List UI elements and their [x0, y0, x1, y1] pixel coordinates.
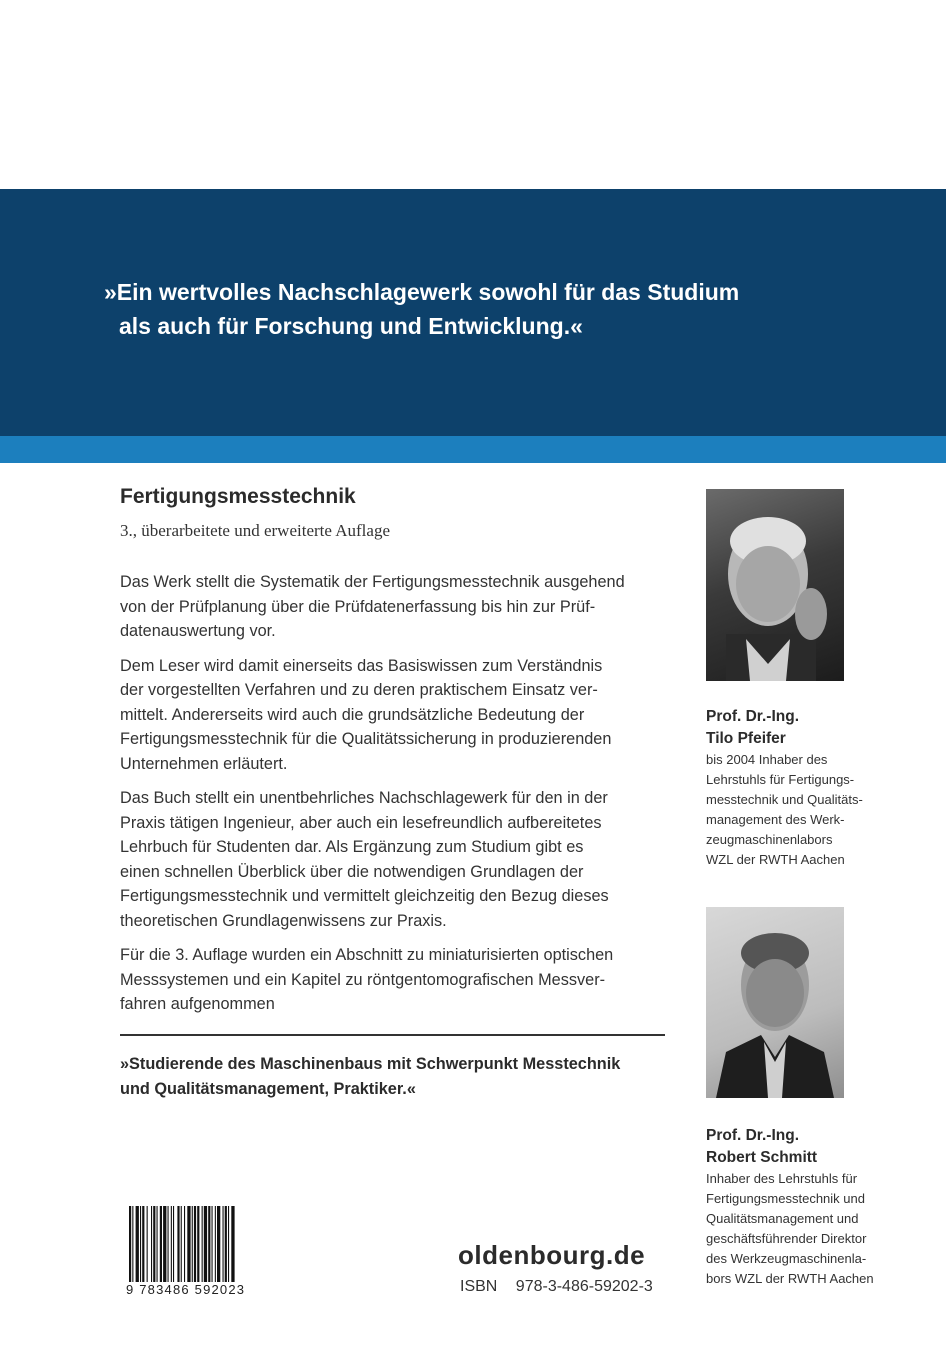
author-bio-line: Fertigungsmesstechnik und	[706, 1191, 865, 1206]
author-bio-line: Inhaber des Lehrstuhls für	[706, 1171, 858, 1186]
header-quote	[104, 275, 864, 343]
author-info-pfeifer	[706, 706, 936, 870]
author-bio-line: bis 2004 Inhaber des	[706, 752, 828, 767]
description-line: Lehrbuch für Studenten dar. Als Ergänzung zum Studium gibt es	[120, 838, 584, 856]
book-edition: 3., überarbeitete und erweiterte Auflage	[120, 521, 390, 540]
description-paragraph	[120, 570, 680, 644]
author-bio-line: zeugmaschinenlabors	[706, 832, 833, 847]
description-line: Dem Leser wird damit einerseits das Basiswissen zum Verständnis	[120, 656, 603, 675]
author-bio-line: Qualitätsmanagement und	[706, 1211, 859, 1226]
author-title: Prof. Dr.-Ing.	[706, 708, 799, 725]
publisher-website: oldenbourg.de	[458, 1240, 646, 1270]
author-bio-line: WZL der RWTH Aachen	[706, 852, 845, 867]
header-quote-line: als auch für Forschung und Entwicklung.«	[119, 313, 583, 339]
description-line: datenauswertung vor.	[120, 622, 276, 640]
description-paragraph	[120, 786, 680, 933]
author-photo-schmitt	[706, 907, 844, 1098]
author-name: Robert Schmitt	[706, 1149, 818, 1166]
book-description	[120, 570, 680, 1027]
description-line: Das Werk stellt die Systematik der Fertigungsmesstechnik ausgehend	[120, 573, 625, 591]
author-name: Tilo Pfeifer	[706, 730, 786, 747]
audience-quote	[120, 1052, 680, 1102]
description-line: fahren aufgenommen	[120, 995, 275, 1013]
isbn-value: 978-3-486-59202-3	[515, 1278, 653, 1295]
description-line: Messsystemen und ein Kapitel zu röntgentomografischen Messver-	[120, 970, 606, 989]
header-quote-line: »Ein wertvolles Nachschlagewerk sowohl für das Studium	[104, 279, 740, 305]
isbn-line	[460, 1278, 653, 1296]
barcode-number: 9 783486 592023	[126, 1282, 284, 1297]
description-line: mittelt. Andererseits wird auch die grundsätzliche Bedeutung der	[120, 705, 585, 724]
description-line: Unternehmen erläutert.	[120, 754, 288, 773]
description-line: Für die 3. Auflage wurden ein Abschnitt zu miniaturisierten optischen	[120, 946, 614, 964]
author-bio-line: geschäftsführender Direktor	[706, 1231, 867, 1246]
description-paragraph	[120, 943, 680, 1017]
description-line: Fertigungsmesstechnik und vermittelt gleichzeitig den Bezug dieses	[120, 887, 609, 905]
description-paragraph	[120, 654, 680, 777]
author-title: Prof. Dr.-Ing.	[706, 1127, 799, 1144]
description-line: Praxis tätigen Ingenieur, aber auch ein lesefreundlich aufbereitetes	[120, 813, 602, 832]
description-line: einen schnellen Überblick über die notwendigen Grundlagen der	[120, 862, 584, 881]
audience-quote-line: und Qualitätsmanagement, Praktiker.«	[120, 1080, 416, 1098]
description-line: der vorgestellten Verfahren und zu deren praktischem Einsatz ver-	[120, 681, 598, 699]
accent-stripe	[0, 436, 946, 463]
isbn-label: ISBN	[460, 1278, 498, 1295]
author-bio-line: des Werkzeugmaschinenla-	[706, 1251, 867, 1266]
book-title: Fertigungsmesstechnik	[120, 485, 356, 508]
author-bio-line: Lehrstuhls für Fertigungs-	[706, 772, 855, 787]
author-photo-pfeifer	[706, 489, 844, 681]
divider	[120, 1034, 665, 1036]
description-line: von der Prüfplanung über die Prüfdatenerfassung bis hin zur Prüf-	[120, 597, 596, 616]
author-bio-line: management des Werk-	[706, 812, 845, 827]
author-bio-line: messtechnik und Qualitäts-	[706, 792, 863, 807]
author-info-schmitt	[706, 1125, 936, 1289]
author-bio-line: bors WZL der RWTH Aachen	[706, 1271, 874, 1286]
description-line: theoretischen Grundlagenwissens zur Praxis.	[120, 911, 447, 930]
description-line: Das Buch stellt ein unentbehrliches Nachschlagewerk für den in der	[120, 789, 608, 807]
description-line: Fertigungsmesstechnik für die Qualitätssicherung in produzierenden	[120, 730, 612, 748]
audience-quote-line: »Studierende des Maschinenbaus mit Schwerpunkt Messtechnik	[120, 1055, 621, 1073]
